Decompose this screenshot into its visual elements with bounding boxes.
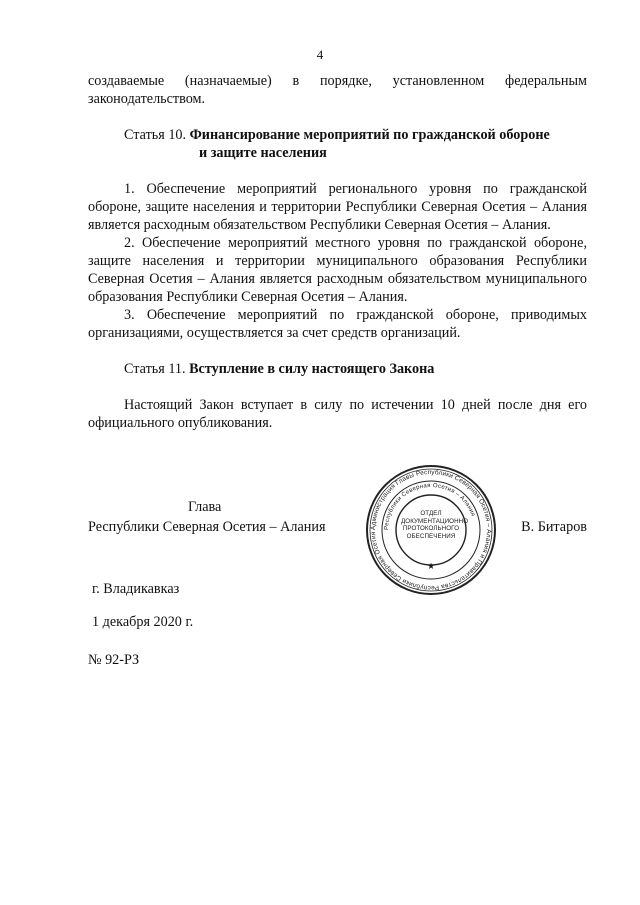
signatory-name: В. Битаров (521, 519, 587, 535)
star-icon: ★ (426, 561, 436, 571)
signatory-organization: Республики Северная Осетия – Алания (88, 519, 326, 535)
article-10-title: Финансирование мероприятий по гражданской обороне (189, 127, 550, 143)
article-10-item-1: 1. Обеспечение мероприятий регионального уровня по гражданской обороне, защите населения и территории Республики Северная Осетия – Алания является расходным обязательством Республики Северная Осетия – Алания. (88, 181, 587, 233)
article-10-item-3: 3. Обеспечение мероприятий по гражданской обороне, приводимых организациями, осуществляется за счет средств организаций. (88, 307, 587, 341)
signing-city: г. Владикавказ (92, 581, 180, 597)
article-11-text: Настоящий Закон вступает в силу по истечении 10 дней после дня его официального опубликования. (88, 397, 587, 431)
signing-date: 1 декабря 2020 г. (92, 614, 194, 630)
official-seal (364, 463, 498, 597)
document-body (88, 72, 587, 432)
intro-paragraph: создаваемые (назначаемые) в порядке, установленном федеральным законодательством. (88, 73, 587, 107)
seal-inner-ring-text: Республики Северная Осетия – Алания (383, 482, 476, 531)
law-number: № 92-РЗ (88, 652, 140, 668)
seal-center-text: ОТДЕЛ ДОКУМЕНТАЦИОННО ПРОТОКОЛЬНОГО ОБЕСПЕЧЕНИЯ (401, 510, 469, 540)
article-10-heading (88, 126, 587, 162)
signatory-role: Глава (188, 499, 222, 515)
article-11-title: Вступление в силу настоящего Закона (189, 361, 435, 377)
article-10-number: Статья 10. (124, 127, 187, 143)
article-11-number: Статья 11. (124, 361, 186, 377)
article-10-title-cont: и защите населения (199, 145, 327, 161)
page-number: 4 (316, 47, 324, 62)
article-10-item-2: 2. Обеспечение мероприятий местного уровня по гражданской обороне, защите населения и территории муниципального образования Республики Северная Осетия – Алания является расходным обязательством муниципального образования Республики Северная Осетия – Алания. (88, 235, 587, 305)
seal-outer-ring-text: Администрация Главы Республики Северная Осетия – Алания и Правительства Республики Северная Осетия (369, 468, 493, 592)
article-11-heading (88, 360, 587, 378)
